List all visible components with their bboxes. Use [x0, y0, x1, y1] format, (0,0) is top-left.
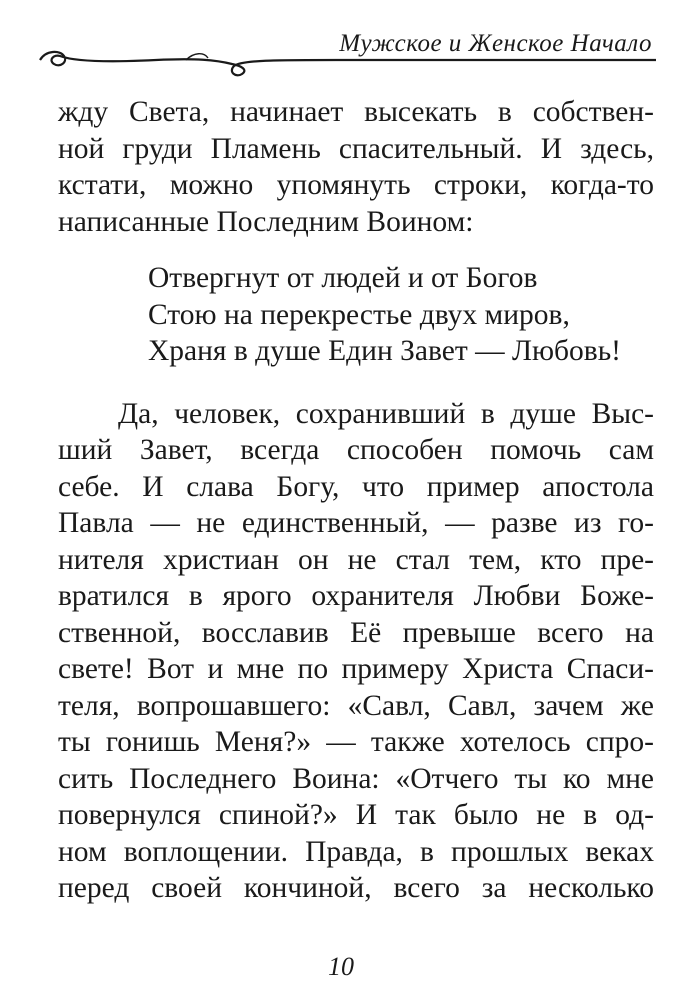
text-line: жду Света, начинает высекать в собствен-	[58, 96, 654, 128]
text-line: ший Завет, всегда способен помочь сам	[58, 434, 654, 466]
verse-line: Стою на перекрестье двух миров,	[148, 298, 570, 331]
text-line: Павла — не единственный, — разве из го-	[58, 507, 654, 539]
text-line: Да, человек, сохранивший в душе Выс-	[118, 397, 654, 430]
text-line: свете! Вот и мне по примеру Христа Спаси-	[58, 653, 654, 685]
page-body	[58, 94, 654, 907]
paragraph-1	[58, 94, 654, 240]
text-line: ном воплощении. Правда, в прошлых веках	[58, 835, 654, 868]
text-line: нителя христиан он не стал тем, кто пре-	[58, 543, 654, 576]
text-line: ты гонишь Меня?» — также хотелось спро-	[58, 726, 654, 758]
text-line: сить Последнего Воина: «Отчего ты ко мне	[58, 762, 654, 795]
text-line: себе. И слава Богу, что пример апостола	[58, 470, 654, 503]
page-number: 10	[328, 952, 354, 981]
text-line: теля, вопрошавшего: «Савл, Савл, зачем же	[58, 689, 654, 722]
page-header	[0, 0, 682, 80]
text-line: написанные Последним Воином:	[58, 205, 474, 238]
text-line: ственной, восславив Её превыше всего на	[58, 616, 654, 649]
text-line: кстати, можно упомянуть строки, когда-то	[58, 169, 654, 201]
text-line: ной груди Пламень спасительный. И здесь,	[58, 132, 654, 165]
verse-line: Храня в душе Един Завет — Любовь!	[148, 335, 621, 367]
text-line: повернулся спиной?» И так было не в од-	[58, 799, 654, 831]
running-title: Мужское и Женское Начало	[339, 30, 652, 57]
text-line: перед своей кончиной, всего за несколько	[58, 872, 654, 904]
text-line: вратился в ярого охранителя Любви Боже-	[58, 580, 654, 612]
paragraph-2	[58, 396, 654, 907]
verse-line: Отвергнут от людей и от Богов	[148, 262, 538, 294]
poem-verse	[58, 260, 654, 370]
